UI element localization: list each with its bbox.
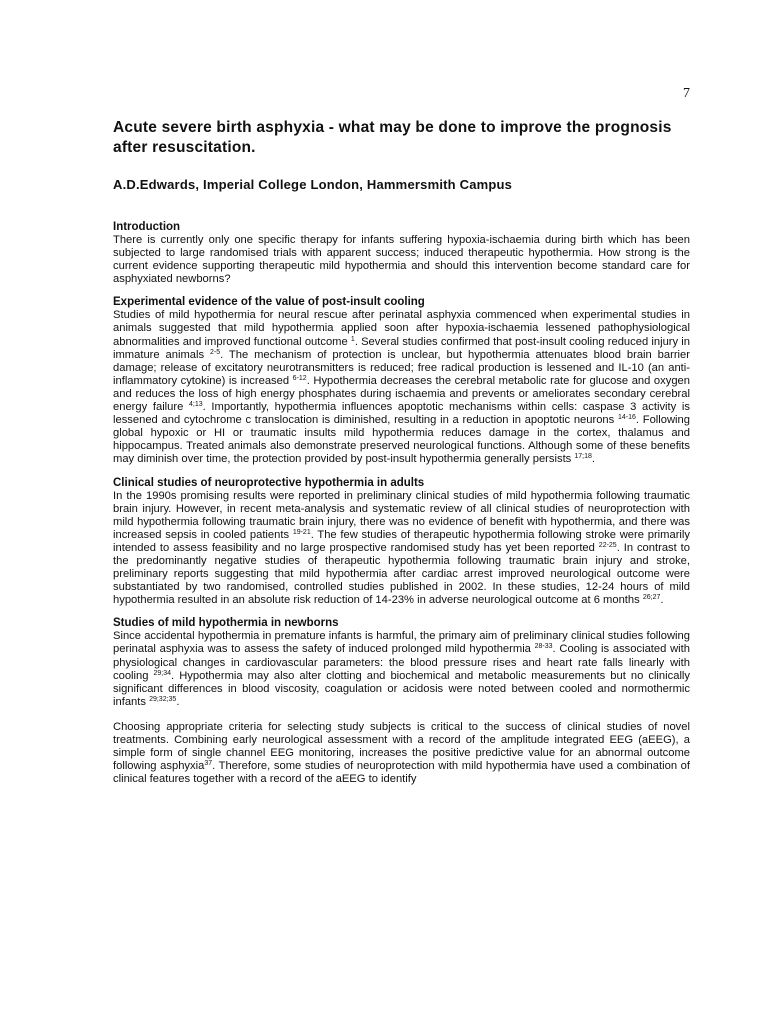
- text-run: . Importantly, hypothermia influences apoptotic mechanisms within cells: caspase 3 activity is lessened and cytochrome c translocation is diminished, resulting in a reduction in apoptotic neurons: [113, 401, 690, 427]
- citation-ref: 4;13: [189, 401, 203, 409]
- citation-ref: 6-12: [292, 374, 307, 382]
- text-run: . Therefore, some studies of neuroprotection with mild hypothermia have used a combination of clinical features together with a record of the aEEG to identify: [113, 760, 690, 786]
- text-run: .: [660, 594, 664, 607]
- citation-ref: 26;27: [642, 594, 661, 602]
- page-number: 7: [683, 86, 690, 101]
- body-paragraph: [113, 234, 690, 286]
- section: [113, 220, 690, 286]
- citation-ref: 37: [204, 760, 213, 768]
- section: [113, 295, 690, 466]
- body-paragraph: [113, 309, 690, 466]
- text-run: There is currently only one specific therapy for infants suffering hypoxia-ischaemia during birth which has been subjected to large randomised trials with apparent success; induced therapeutic hypothermia. How strong is the current evidence supporting therapeutic mild hypothermia and should this intervention become standard care for asphyxiated newborns?: [113, 234, 690, 286]
- text-run: . In contrast to the predominantly negative studies of therapeutic hypothermia following traumatic brain injury and stroke, preliminary reports suggesting that mild hypothermia after cardiac arrest improved neurological outcome were substantiated by two randomised, controlled studies published in 2002. In these studies, 12-24 hours of mild hypothermia resulted in an absolute risk reduction of 14-23% in adverse neurological outcome at 6 months: [113, 541, 691, 607]
- citation-ref: 29;34: [153, 669, 172, 677]
- citation-ref: 19-21: [292, 528, 311, 536]
- body-paragraph: [113, 490, 690, 608]
- section-heading: Introduction: [113, 221, 181, 233]
- text-run: . The mechanism of protection is unclear, but hypothermia attenuates blood brain barrier damage; release of excitatory neurotransmitters is reduced; free radical production is lessened and IL-10 (an anti-inflammatory cytokine) is increased: [113, 348, 690, 387]
- text-run: .: [591, 453, 596, 466]
- text-run: . Following global hypoxic or HI or traumatic insults mild hypothermia reduces damage in the cortex, thalamus and hippocampus. Treated animals also demonstrate preserved neurological functions. Although some of these benefits may diminish over time, the protection provided by post-insult hypothermia generally persists: [113, 414, 690, 466]
- text-run: . Cooling is associated with physiological changes in cardiovascular parameters: the blood pressure rises and heart rate falls linearly with cooling: [113, 643, 690, 682]
- citation-ref: 2-5: [209, 348, 221, 356]
- section: [113, 616, 690, 786]
- body-paragraph: [113, 721, 690, 786]
- citation-ref: 17;18: [574, 453, 592, 461]
- citation-ref: 22-25: [598, 541, 617, 549]
- author-line: A.D.Edwards, Imperial College London, Hammersmith Campus: [113, 177, 513, 192]
- section-heading: Experimental evidence of the value of post-insult cooling: [113, 296, 425, 309]
- text-run: In the 1990s promising results were reported in preliminary clinical studies of mild hypothermia following traumatic brain injury. However, in recent meta-analysis and systematic review of all clinical studies of neuroprotection with mild hypothermia following traumatic brain injury, there was no evidence of benefit with hypothermia, and there was increased sepsis in cooled patients: [113, 489, 690, 541]
- section-heading: Clinical studies of neuroprotective hypothermia in adults: [113, 476, 425, 489]
- paper-title: Acute severe birth asphyxia - what may be done to improve the prognosis after resuscitation.: [113, 119, 672, 156]
- text-run: .: [176, 695, 180, 708]
- text-run: . The few studies of therapeutic hypothermia following stroke were primarily intended to assess feasibility and no large prospective randomised study has yet been reported: [113, 528, 690, 554]
- body-paragraph: [113, 630, 690, 709]
- paper-body: [113, 220, 690, 795]
- section: [113, 476, 690, 608]
- text-run: . Hypothermia may also alter clotting and biochemical and metabolic measurements but no clinically significant differences in blood viscosity, coagulation or acidosis were noted between cooled and normothermic infants: [113, 669, 691, 708]
- citation-ref: 29;32;35: [149, 695, 177, 703]
- citation-ref: 14-16: [617, 414, 636, 422]
- text-run: Since accidental hypothermia in premature infants is harmful, the primary aim of preliminary clinical studies following perinatal asphyxia was to assess the safety of induced prolonged mild hypothermia: [113, 630, 690, 656]
- citation-ref: 1: [350, 335, 355, 343]
- citation-ref: 28-33: [534, 643, 553, 651]
- text-run: Studies of mild hypothermia for neural rescue after perinatal asphyxia commenced when experimental studies in animals suggested that mild hypothermia applied soon after hypoxia-ischaemia lessened pathophysiological abnormalities and improved functional outcome: [113, 309, 690, 348]
- text-run: Choosing appropriate criteria for selecting study subjects is critical to the success of clinical studies of novel treatments. Combining early neurological assessment with a record of the amplitude integrated EEG (aEEG), a simple form of single channel EEG monitoring, increases the positive predictive value for an abnormal outcome following asphyxia: [113, 720, 690, 773]
- section-heading: Studies of mild hypothermia in newborns: [113, 617, 339, 630]
- text-run: . Hypothermia decreases the cerebral metabolic rate for glucose and oxygen and reduces the loss of high energy phosphates during ischaemia and prevents or ameliorates secondary cerebral energy failure: [113, 374, 691, 414]
- text-run: . Several studies confirmed that post-insult cooling reduced injury in immature animals: [113, 335, 690, 361]
